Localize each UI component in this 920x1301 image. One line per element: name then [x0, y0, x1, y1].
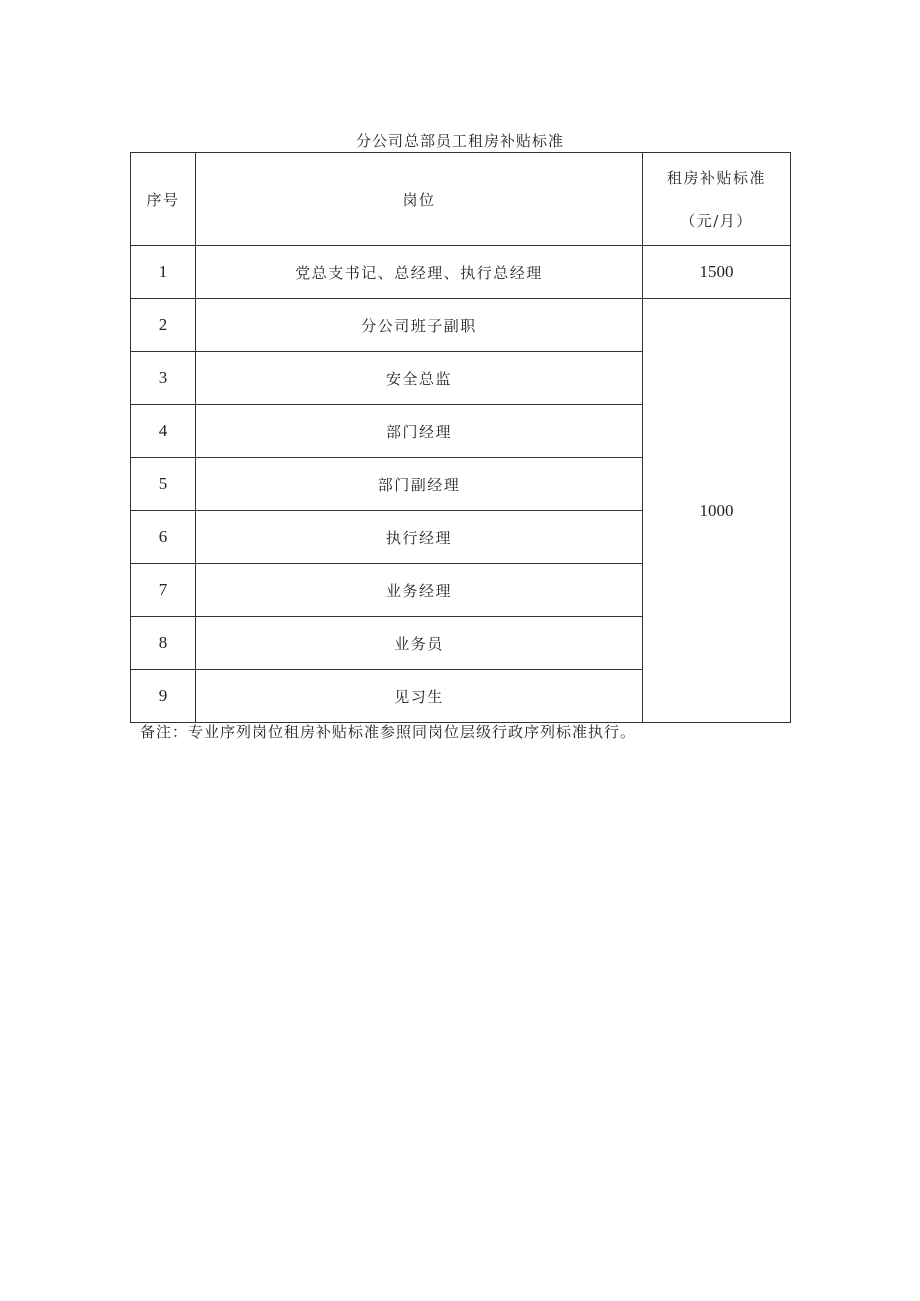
- row-position: 分公司班子副职: [196, 299, 643, 352]
- table-header-row: [131, 153, 791, 246]
- subsidy-table: [130, 152, 791, 723]
- table-row: [131, 299, 791, 352]
- row-index: 4: [131, 405, 196, 458]
- row-index: 2: [131, 299, 196, 352]
- footnote: 备注：专业序列岗位租房补贴标准参照同岗位层级行政序列标准执行。: [140, 723, 637, 741]
- row-amount-merged: 1000: [643, 299, 791, 723]
- row-index: 9: [131, 670, 196, 723]
- row-position: 业务员: [196, 617, 643, 670]
- header-index: 序号: [131, 153, 196, 246]
- header-amount: [643, 153, 791, 246]
- row-index: 3: [131, 352, 196, 405]
- row-position: 党总支书记、总经理、执行总经理: [196, 246, 643, 299]
- row-position: 部门副经理: [196, 458, 643, 511]
- header-amount-line1: 租房补贴标准: [666, 169, 766, 187]
- header-amount-line2: （元/月）: [680, 212, 753, 230]
- row-index: 8: [131, 617, 196, 670]
- row-index: 7: [131, 564, 196, 617]
- row-position: 见习生: [196, 670, 643, 723]
- row-position: 业务经理: [196, 564, 643, 617]
- row-position: 部门经理: [196, 405, 643, 458]
- header-position: 岗位: [196, 153, 643, 246]
- table-row: [131, 246, 791, 299]
- document-title: 分公司总部员工租房补贴标准: [355, 132, 564, 150]
- row-position: 安全总监: [196, 352, 643, 405]
- row-index: 6: [131, 511, 196, 564]
- row-index: 5: [131, 458, 196, 511]
- row-amount: 1500: [643, 246, 791, 299]
- row-index: 1: [131, 246, 196, 299]
- row-position: 执行经理: [196, 511, 643, 564]
